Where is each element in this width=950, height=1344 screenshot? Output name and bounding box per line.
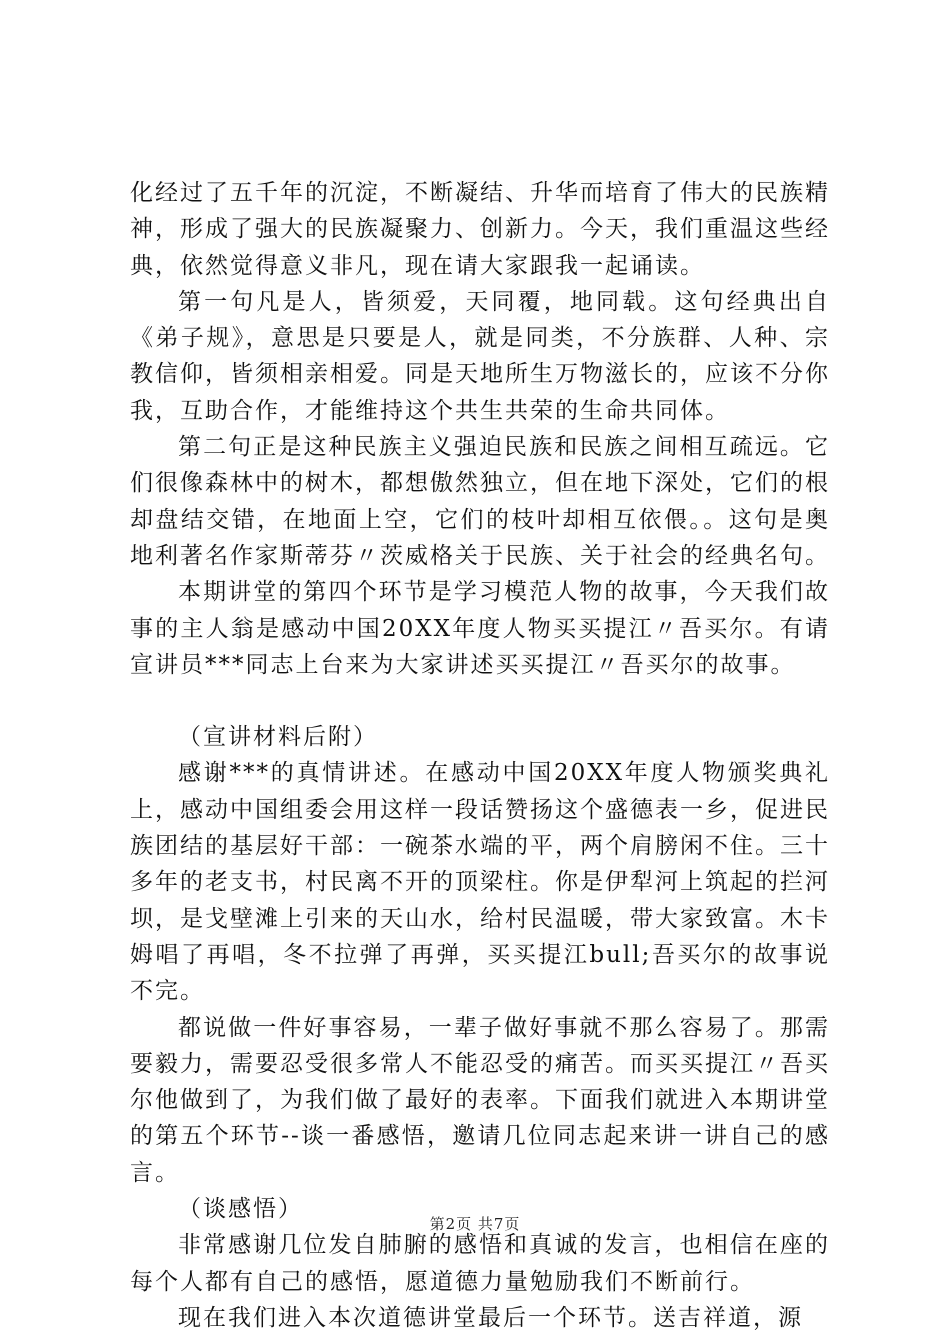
paragraph-reflection-note: （谈感悟） [178,1196,303,1223]
paragraph-thanks-reflections: 非常感谢几位发自肺腑的感悟和真诚的发言，也相信在座的每个人都有自己的感悟，愿道德力量勉励我们不断前行。 [130,1232,830,1295]
paragraph-thanks-speech: 感谢***的真情讲述。在感动中国20XX年度人物颁奖典礼上，感动中国组委会用这样一段话赞扬这个盛德表一乡，促进民族团结的基层好干部：一碗茶水端的平，两个肩膀闲不住。三十多年的老支书，村民离不开的顶梁柱。你是伊犁河上筑起的拦河坝，是戈壁滩上引来的天山水，给村民温暖，带大家致富。木卡姆唱了再唱，冬不拉弹了再弹，买买提江bull;吾买尔的故事说不完。 [130,760,830,1005]
paragraph-first-quote: 第一句凡是人，皆须爱，天同覆，地同载。这句经典出自《弟子规》，意思是只要是人，就是同类，不分族群、人种、宗教信仰，皆须相亲相爱。同是天地所生万物滋长的，应该不分你我，互助合作，才能维持这个共生共荣的生命共同体。 [130,288,830,424]
document-body [130,175,830,1336]
paragraph-fourth-segment: 本期讲堂的第四个环节是学习模范人物的故事，今天我们故事的主人翁是感动中国20XX年度人物买买提江〃吾买尔。有请宣讲员***同志上台来为大家讲述买买提江〃吾买尔的故事。 [130,579,830,678]
paragraph-second-quote: 第二句正是这种民族主义强迫民族和民族之间相互疏远。它们很像森林中的树木，都想傲然独立，但在地下深处，它们的根却盘结交错，在地面上空，它们的枝叶却相互依偎。。这句是奥地利著名作家斯蒂芬〃茨威格关于民族、关于社会的经典名句。 [130,434,830,569]
paragraph-good-deeds: 都说做一件好事容易，一辈子做好事就不那么容易了。那需要毅力，需要忍受很多常人不能忍受的痛苦。而买买提江〃吾买尔他做到了，为我们做了最好的表率。下面我们就进入本期讲堂的第五个环节--谈一番感悟，邀请几位同志起来讲一讲自己的感言。 [130,1014,830,1186]
paragraph-material-note: （宣讲材料后附） [178,724,378,751]
paragraph-intro-continuation: 化经过了五千年的沉淀，不断凝结、升华而培育了伟大的民族精神，形成了强大的民族凝聚力、创新力。今天，我们重温这些经典，依然觉得意义非凡，现在请大家跟我一起诵读。 [130,180,830,279]
page-number-footer: 第2页 共7页 [429,1215,521,1233]
paragraph-final-segment: 现在我们进入本次道德讲堂最后一个环节。送吉祥道，源 [178,1304,803,1331]
